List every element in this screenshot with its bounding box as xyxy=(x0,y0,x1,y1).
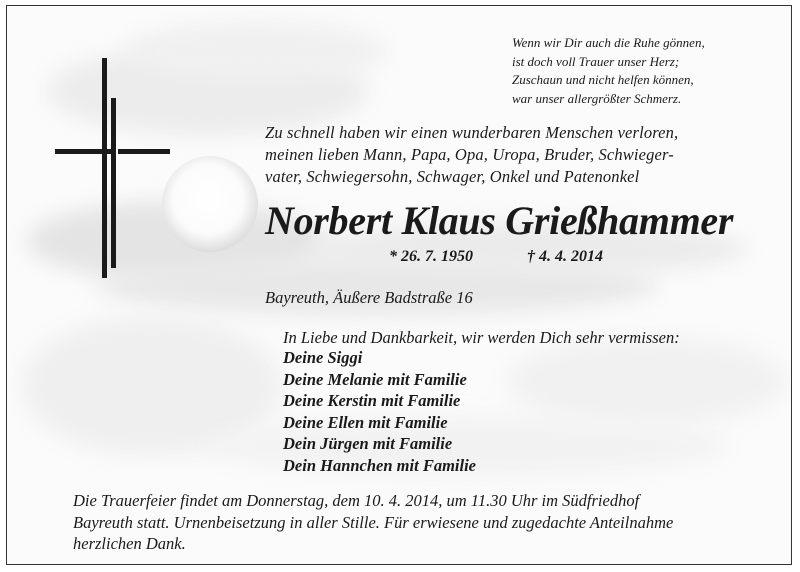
sun-circle xyxy=(162,156,258,252)
intro-text: Zu schnell haben wir einen wunderbaren Menschen verloren, meinen lieben Mann, Papa, Opa, Uropa, Bruder, Schwieger- vater, Schwiegersohn, Schwager, Onkel und Patenonkel xyxy=(265,123,679,186)
poem: Wenn wir Dir auch die Ruhe gönnen, ist doch voll Trauer unser Herz; Zuschaun und nicht helfen können, war unser allergrößter Schmerz. xyxy=(512,35,705,106)
signature-line: Dein Hannchen mit Familie xyxy=(283,455,476,475)
obituary-notice xyxy=(6,5,792,565)
address: Bayreuth, Äußere Badstraße 16 xyxy=(265,288,473,307)
signature-list xyxy=(283,347,476,476)
signature-line: Deine Melanie mit Familie xyxy=(283,369,467,389)
birth-date: * 26. 7. 1950 xyxy=(389,248,473,265)
death-date: † 4. 4. 2014 xyxy=(527,248,603,265)
funeral-info: Die Trauerfeier findet am Donnerstag, dem 10. 4. 2014, um 11.30 Uhr im Südfriedhof Bayreuth statt. Urnenbeisetzung in aller Stille. Für erwiesene und zugedachte Anteilnahme herzlichen Dank. xyxy=(73,491,674,553)
love-line: In Liebe und Dankbarkeit, wir werden Dich sehr vermissen: xyxy=(283,328,680,347)
signature-line: Deine Kerstin mit Familie xyxy=(283,391,461,410)
deceased-name: Norbert Klaus Grießhammer xyxy=(265,198,734,243)
signature-line: Deine Siggi xyxy=(283,348,363,367)
signature-line: Deine Ellen mit Familie xyxy=(283,412,448,432)
signature-line: Dein Jürgen mit Familie xyxy=(283,434,453,453)
